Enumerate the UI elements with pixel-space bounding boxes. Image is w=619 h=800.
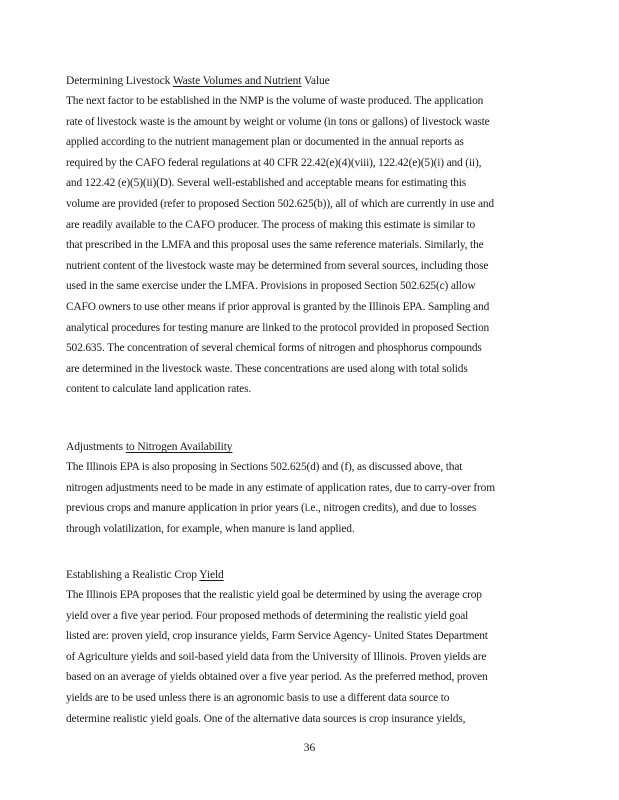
text-line: content to calculate land application rates. — [66, 383, 252, 396]
text-line: required by the CAFO federal regulations at 40 CFR 22.42(e)(4)(viii), 122.42(e)(5)(i) and (ii), — [66, 156, 482, 169]
text-line: are determined in the livestock waste. These concentrations are used along with total solids — [66, 362, 468, 375]
section-heading — [66, 438, 536, 457]
text-line: nutrient content of the livestock waste may be determined from several sources, including those — [66, 259, 489, 272]
section-heading — [66, 566, 536, 585]
heading-underlined-text: to Nitrogen Availability — [125, 441, 233, 453]
section-body — [66, 457, 536, 539]
text-line: listed are: proven yield, crop insurance yields, Farm Service Agency- United States Department — [66, 630, 488, 643]
text-line: through volatilization, for example, when manure is land applied. — [66, 522, 355, 535]
text-line: yields are to be used unless there is an agronomic basis to use a different data source to — [66, 691, 450, 704]
text-line: and 122.42 (e)(5)(ii)(D). Several well-established and acceptable means for estimating this — [66, 177, 467, 190]
heading-underlined-text: Yield — [199, 569, 224, 581]
page-number: 36 — [303, 742, 316, 754]
heading-text-tail: Value — [301, 75, 330, 87]
text-line: determine realistic yield goals. One of the alternative data sources is crop insurance yields, — [66, 712, 466, 725]
text-line: The Illinois EPA proposes that the realistic yield goal be determined by using the average crop — [66, 589, 482, 601]
text-line: rate of livestock waste is the amount by weight or volume (in tons or gallons) of livestock waste — [66, 115, 490, 128]
text-line: analytical procedures for testing manure are linked to the protocol provided in proposed Section — [66, 321, 490, 334]
text-line: previous crops and manure application in prior years (i.e., nitrogen credits), and due to losses — [66, 502, 477, 515]
section-body — [66, 91, 536, 400]
heading-underlined-text: Waste Volumes and Nutrient — [172, 75, 302, 87]
text-line: The Illinois EPA is also proposing in Sections 502.625(d) and (f), as discussed above, that — [66, 461, 463, 473]
text-line: 502.635. The concentration of several chemical forms of nitrogen and phosphorus compounds — [66, 342, 482, 355]
text-line: volume are provided (refer to proposed Section 502.625(b)), all of which are currently in use and — [66, 197, 494, 210]
heading-text: Determining Livestock — [66, 75, 173, 87]
heading-text: Adjustments — [66, 441, 126, 453]
text-line: The next factor to be established in the NMP is the volume of waste produced. The application — [66, 95, 484, 107]
section-body — [66, 585, 536, 729]
text-line: nitrogen adjustments need to be made in any estimate of application rates, due to carry-over from — [66, 481, 495, 494]
heading-text: Establishing a Realistic Crop — [66, 569, 200, 581]
text-line: applied according to the nutrient management plan or documented in the annual reports as — [66, 136, 464, 149]
text-line: of Agriculture yields and soil-based yield data from the University of Illinois. Proven yields are — [66, 650, 487, 663]
section-nitrogen-adjustments — [66, 438, 536, 539]
section-heading — [66, 72, 536, 91]
section-crop-yield — [66, 566, 536, 729]
text-line: are readily available to the CAFO producer. The process of making this estimate is similar to — [66, 218, 476, 231]
text-line: CAFO owners to use other means if prior approval is granted by the Illinois EPA. Sampling and — [66, 300, 490, 313]
text-line: that prescribed in the LMFA and this proposal uses the same reference materials. Similarly, the — [66, 239, 484, 252]
section-livestock-waste — [66, 72, 536, 400]
text-line: used in the same exercise under the LMFA. Provisions in proposed Section 502.625(c) allow — [66, 280, 476, 293]
text-line: based on an average of yields obtained over a five year period. As the preferred method, proven — [66, 671, 488, 684]
text-line: yield over a five year period. Four proposed methods of determining the realistic yield goal — [66, 609, 469, 622]
